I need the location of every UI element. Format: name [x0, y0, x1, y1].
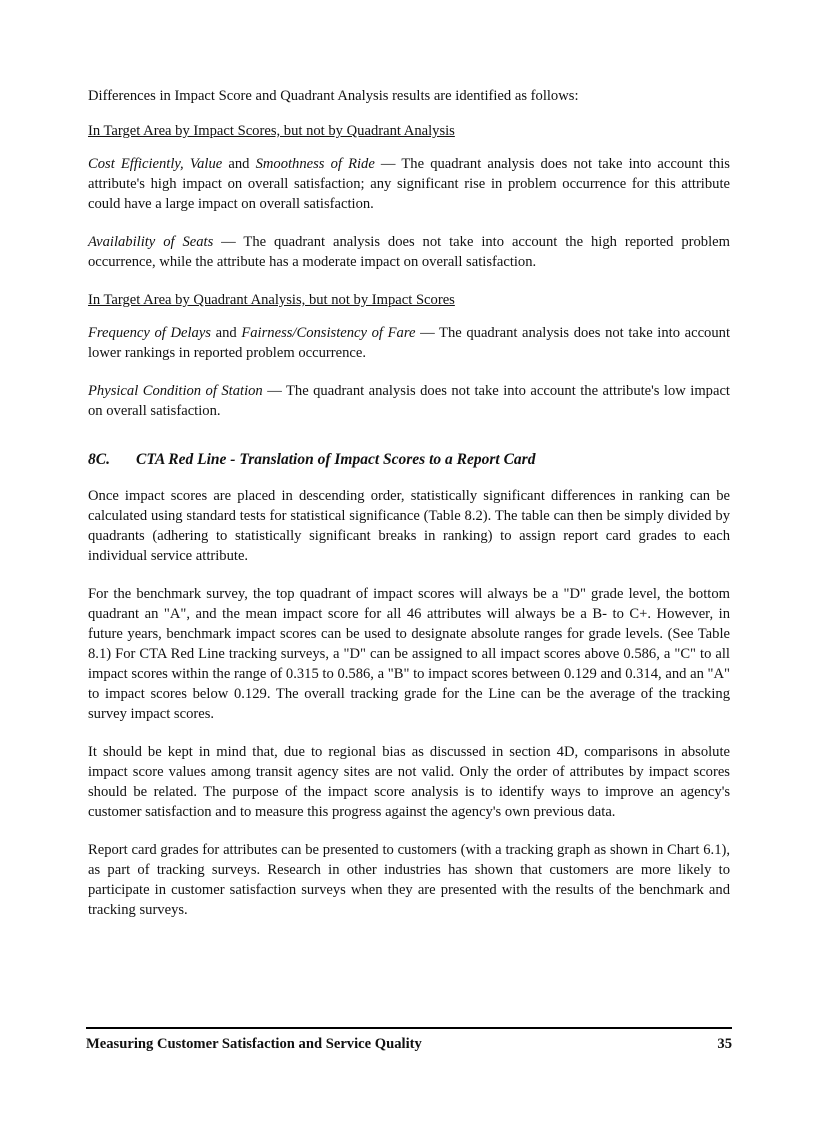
paragraph-delays-fare: Frequency of Delays and Fairness/Consistency of Fare — The quadrant analysis does not take into account lower rankings in reported problem occurrence. — [88, 325, 731, 361]
body-paragraph-1: Once impact scores are placed in descending order, statistically significant differences in ranking can be calculated using standard tests for statistical significance (Table 8.2). The table can then be simply divided by quadrants (adhering to statistically significant breaks in ranking) to assign report card grades to each individual service attribute. — [88, 488, 730, 564]
subheading-impact-not-quadrant: In Target Area by Impact Scores, but not by Quadrant Analysis — [88, 123, 455, 139]
attribute-fare: Fairness/Consistency of Fare — [241, 325, 416, 341]
body-paragraph-3: It should be kept in mind that, due to regional bias as discussed in section 4D, comparisons in absolute impact score values among transit agency sites are not valid. Only the order of attributes by impact scores should be related. The purpose of the impact score analysis is to identify ways to improve an agency's customer satisfaction and to measure this progress against the agency's own previous data. — [88, 744, 730, 820]
section-title: CTA Red Line - Translation of Impact Scores to a Report Card — [136, 451, 536, 468]
intro-paragraph: Differences in Impact Score and Quadrant Analysis results are identified as follows: — [88, 88, 579, 104]
page-footer — [86, 1027, 732, 1054]
page-number: 35 — [717, 1036, 732, 1052]
attribute-delays: Frequency of Delays — [88, 325, 211, 341]
body-paragraph-4: Report card grades for attributes can be presented to customers (with a tracking graph as shown in Chart 6.1), as part of tracking surveys. Research in other industries has shown that customers are more likely to participate in customer satisfaction surveys when they are presented with the results of the benchmark and tracking surveys. — [88, 842, 730, 918]
attribute-smoothness: Smoothness of Ride — [255, 156, 375, 172]
attribute-station: Physical Condition of Station — [88, 383, 263, 399]
section-heading — [88, 449, 730, 471]
footer-title: Measuring Customer Satisfaction and Service Quality — [86, 1036, 422, 1052]
body-paragraph-2: For the benchmark survey, the top quadrant of impact scores will always be a "D" grade level, the bottom quadrant an "A", and the mean impact score for all 46 attributes will always be a B- to C+. However, in future years, benchmark impact scores can be used to designate absolute ranges for grade levels. (See Table 8.1) For CTA Red Line tracking surveys, a "D" can be assigned to all impact scores above 0.586, a "C" to all impact scores within the range of 0.315 to 0.586, a "B" to impact scores between 0.129 and 0.314, and an "A" to impact scores below 0.129. The overall tracking grade for the Line can be the average of the tracking survey impact scores. — [88, 586, 730, 722]
section-number: 8C. — [88, 451, 110, 468]
paragraph-station: Physical Condition of Station — The quadrant analysis does not take into account the attribute's low impact on overall satisfaction. — [88, 383, 730, 419]
page-content — [88, 86, 730, 938]
attribute-seats: Availability of Seats — [88, 234, 214, 250]
attribute-cost-efficiency: Cost Efficiently, Value — [88, 156, 223, 172]
paragraph-cost-smoothness: Cost Efficiently, Value and Smoothness of Ride — The quadrant analysis does not take into account this attribute's high impact on overall satisfaction; any significant rise in problem occurrence for this attribute could have a large impact on overall satisfaction. — [88, 156, 730, 212]
subheading-quadrant-not-impact: In Target Area by Quadrant Analysis, but not by Impact Scores — [88, 292, 455, 308]
paragraph-seats: Availability of Seats — The quadrant analysis does not take into account the high reported problem occurrence, while the attribute has a moderate impact on overall satisfaction. — [88, 234, 730, 270]
